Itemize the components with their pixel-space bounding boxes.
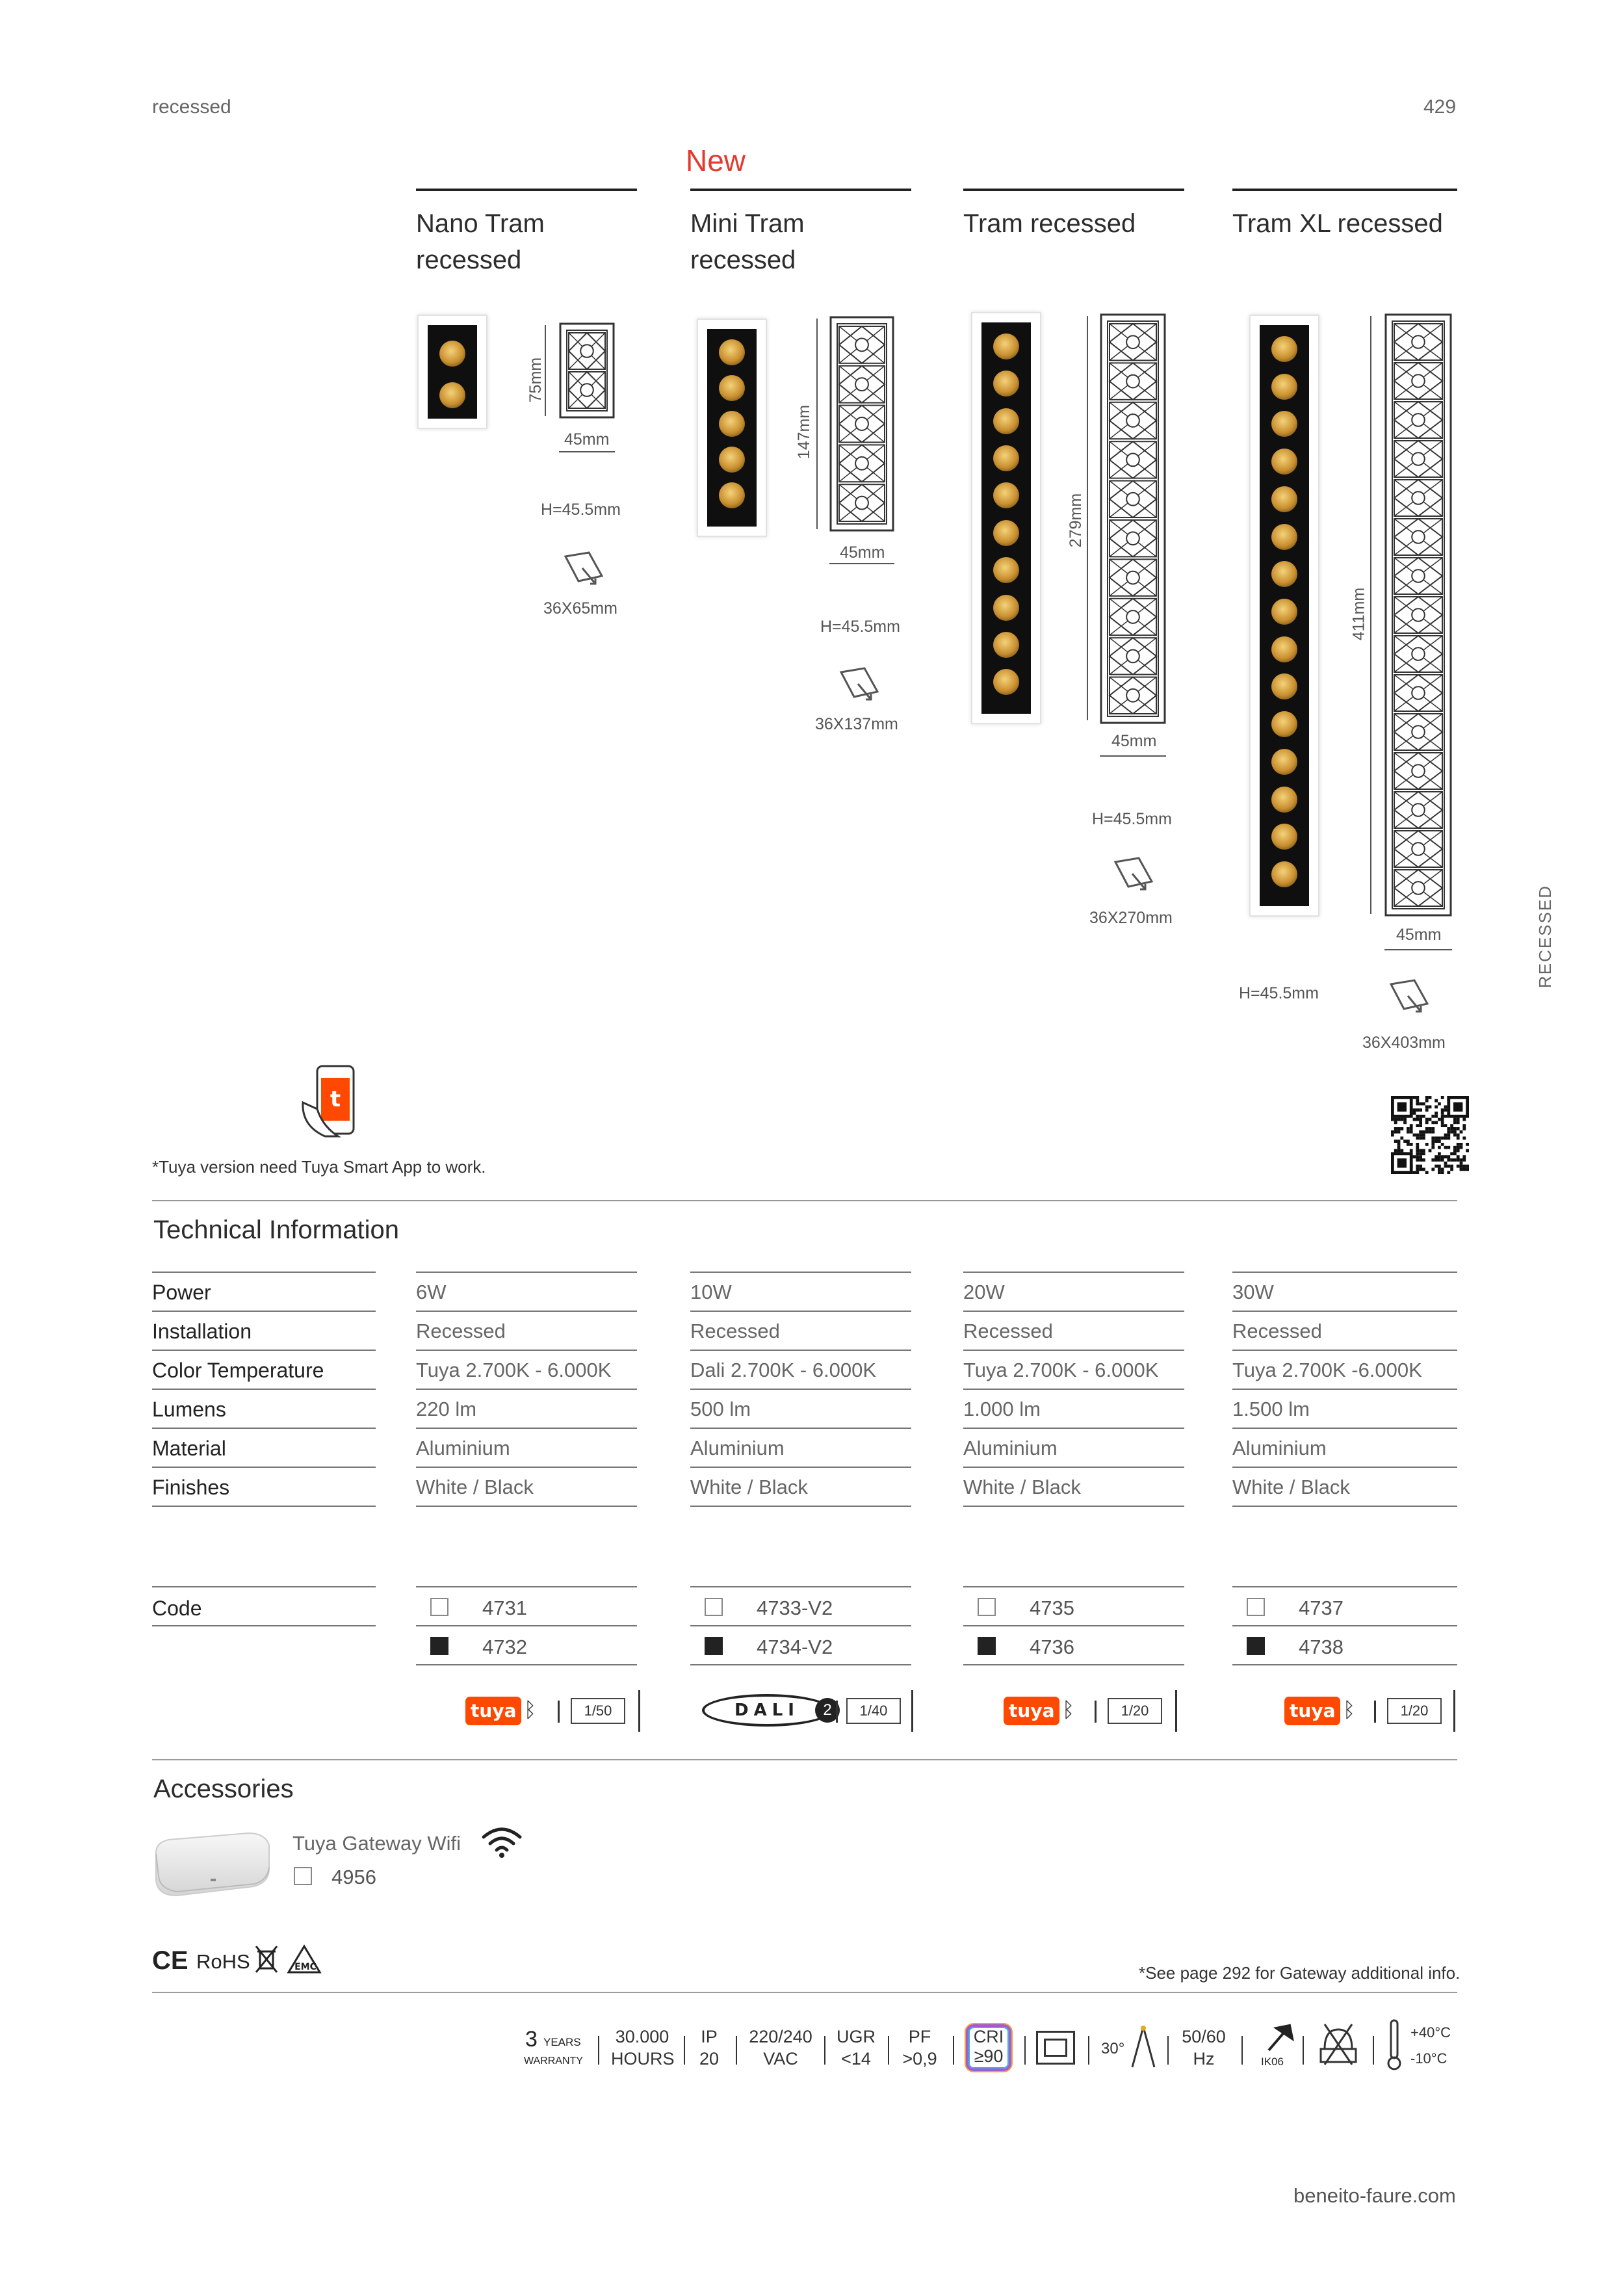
led-cell — [1110, 520, 1156, 556]
row-rule — [152, 1467, 376, 1468]
tech-value: Recessed — [690, 1320, 780, 1342]
drawing-nano — [559, 322, 615, 419]
led-dot — [993, 595, 1019, 621]
emc-icon — [286, 1944, 322, 1976]
col-rule-1 — [416, 189, 637, 191]
ip-label: IP — [701, 2027, 718, 2046]
width-label-tram: 45mm — [1111, 732, 1157, 750]
led-cell — [1394, 792, 1442, 828]
row-rule — [152, 1428, 376, 1429]
pf-spec — [897, 2026, 942, 2070]
separator — [638, 1690, 640, 1732]
row-rule — [152, 1625, 376, 1626]
dim-line-width — [559, 451, 615, 452]
ip-value: 20 — [699, 2049, 720, 2068]
led-cell — [1394, 675, 1442, 711]
led-dot — [1271, 486, 1297, 512]
dim-line-length — [1370, 316, 1371, 914]
height-label-tram: H=45.5mm — [1092, 810, 1172, 828]
tech-title: Technical Information — [153, 1216, 399, 1244]
led-cell — [839, 406, 885, 443]
weee-icon — [253, 1944, 279, 1976]
separator — [1453, 1690, 1455, 1732]
tech-value: White / Black — [416, 1476, 534, 1498]
side-label: RECESSED — [1535, 884, 1555, 988]
bluetooth-icon: ᛒ — [1062, 1698, 1075, 1721]
led-cell — [1394, 636, 1442, 672]
tech-value: 10W — [690, 1281, 732, 1303]
page-number: 429 — [1423, 96, 1457, 118]
row-rule — [416, 1311, 637, 1312]
product-code: 4736 — [1030, 1636, 1074, 1658]
separator — [836, 1701, 838, 1723]
tech-value: White / Black — [963, 1476, 1081, 1498]
led-dot — [1271, 561, 1297, 587]
product-title-mini — [690, 205, 805, 278]
dim-line-length — [1087, 316, 1088, 720]
tech-row-label: Material — [152, 1437, 226, 1460]
new-badge: New — [686, 144, 746, 177]
spec-separator — [888, 2036, 889, 2065]
cutout-label-mini: 36X137mm — [815, 715, 898, 733]
pack-qty: 1/50 — [571, 1698, 625, 1724]
row-rule — [963, 1389, 1184, 1390]
frequency-unit: Hz — [1193, 2049, 1215, 2068]
row-rule — [416, 1467, 637, 1468]
row-rule — [1232, 1272, 1457, 1273]
led-cell — [1394, 597, 1442, 633]
led-dot — [1271, 749, 1297, 775]
drawing-tram — [1100, 313, 1166, 724]
led-cell — [1394, 714, 1442, 750]
tech-row-label: Installation — [152, 1320, 252, 1343]
separator — [1374, 1701, 1376, 1723]
led-cell — [1110, 559, 1156, 595]
row-rule — [963, 1272, 1184, 1273]
row-rule — [690, 1467, 911, 1468]
code-label: Code — [152, 1597, 202, 1620]
frequency-value: 50/60 — [1182, 2027, 1226, 2046]
led-cell — [569, 333, 605, 369]
row-rule — [1232, 1389, 1457, 1390]
length-label-tram-xl: 411mm — [1349, 587, 1368, 641]
led-dot — [1271, 374, 1297, 400]
led-cell — [1110, 638, 1156, 674]
tech-value: White / Black — [690, 1476, 808, 1498]
voltage-unit: VAC — [763, 2049, 798, 2068]
row-rule — [963, 1664, 1184, 1665]
product-code: 4734-V2 — [757, 1636, 833, 1658]
row-rule — [1232, 1428, 1457, 1429]
product-image-tram-xl — [1249, 315, 1319, 917]
separator — [1095, 1701, 1097, 1723]
row-rule — [963, 1311, 1184, 1312]
spec-separator — [736, 2036, 737, 2065]
led-dot — [439, 341, 465, 367]
row-rule — [416, 1389, 637, 1390]
spec-separator — [824, 2036, 825, 2065]
divider — [152, 1759, 1457, 1760]
row-rule — [416, 1586, 637, 1587]
row-rule — [690, 1389, 911, 1390]
led-dot — [1271, 599, 1297, 625]
square-trim-icon — [1036, 2031, 1075, 2065]
led-cell — [569, 372, 605, 408]
led-dot — [439, 382, 465, 408]
ugr-spec — [833, 2026, 879, 2070]
dim-line-width — [829, 563, 894, 564]
tech-value: Tuya 2.700K - 6.000K — [416, 1359, 612, 1381]
led-dot — [993, 632, 1019, 658]
height-label-nano: H=45.5mm — [541, 501, 621, 519]
tuya-logo: tuya — [1284, 1697, 1340, 1725]
phone-app-icon — [299, 1063, 361, 1141]
cutout-icon — [1113, 855, 1156, 894]
row-rule — [152, 1389, 376, 1390]
tech-value: 1.500 lm — [1232, 1398, 1310, 1420]
warranty-number: 3 — [525, 2027, 538, 2052]
led-cell — [839, 366, 885, 403]
row-rule — [152, 1311, 376, 1312]
product-code: 4733-V2 — [757, 1597, 833, 1619]
voltage-spec — [745, 2026, 816, 2070]
tech-value: Tuya 2.700K - 6.000K — [963, 1359, 1159, 1381]
led-dot — [993, 333, 1019, 359]
tech-row-label: Power — [152, 1281, 211, 1304]
section-header: recessed — [152, 96, 231, 118]
wifi-icon — [480, 1825, 524, 1859]
gateway-note: *See page 292 for Gateway additional info. — [1139, 1963, 1461, 1983]
dim-line-width — [1384, 949, 1452, 950]
row-rule — [1232, 1664, 1457, 1665]
hours-value: 30.000 — [615, 2027, 669, 2046]
black-finish-checkbox[interactable] — [430, 1637, 448, 1655]
led-cell — [839, 326, 885, 363]
product-title-line1: Nano Tram — [416, 209, 545, 238]
white-finish-checkbox[interactable] — [978, 1598, 996, 1616]
led-cell — [1110, 363, 1156, 399]
product-image-tram — [971, 312, 1041, 724]
height-label-mini: H=45.5mm — [820, 618, 900, 636]
hours-spec — [611, 2026, 673, 2070]
divider — [152, 1200, 1457, 1201]
row-rule — [690, 1586, 911, 1587]
temp-min: -10°C — [1410, 2050, 1448, 2067]
tech-value: Recessed — [963, 1320, 1053, 1342]
drawing-tram-xl — [1384, 313, 1452, 917]
led-cell — [1394, 753, 1442, 789]
row-rule — [963, 1586, 1184, 1587]
led-cell — [1110, 324, 1156, 360]
led-dot — [719, 375, 745, 401]
cutout-label-nano: 36X65mm — [543, 599, 617, 618]
pack-qty: 1/40 — [846, 1698, 901, 1724]
led-cell — [1394, 870, 1442, 906]
svg-text:t: t — [330, 1086, 341, 1112]
led-cell — [1394, 363, 1442, 399]
led-cell — [1394, 831, 1442, 867]
led-dot — [1271, 861, 1297, 887]
tuya-logo: tuya — [1004, 1697, 1059, 1725]
bluetooth-icon: ᛒ — [1343, 1698, 1356, 1721]
spec-separator — [1088, 2036, 1089, 2065]
led-dot — [719, 447, 745, 473]
dali-version-badge: 2 — [815, 1698, 840, 1723]
row-rule — [152, 1586, 376, 1587]
warranty-unit: YEARS — [543, 2036, 581, 2048]
led-cell — [1394, 480, 1442, 516]
separator — [558, 1701, 560, 1723]
col-rule-2 — [690, 189, 911, 191]
row-rule — [416, 1272, 637, 1273]
cutout-icon — [838, 666, 881, 705]
ugr-value: <14 — [841, 2049, 871, 2068]
cutout-icon — [563, 550, 606, 589]
dali-logo: DALI — [702, 1694, 832, 1727]
row-rule — [416, 1625, 637, 1626]
row-rule — [1232, 1506, 1457, 1507]
tech-value: Recessed — [416, 1320, 506, 1342]
tech-value: Aluminium — [1232, 1437, 1327, 1459]
led-dot — [719, 411, 745, 437]
product-code: 4737 — [1299, 1597, 1344, 1619]
separator — [1175, 1690, 1177, 1732]
led-dot — [993, 408, 1019, 434]
row-rule — [1232, 1311, 1457, 1312]
footer-url[interactable]: beneito-faure.com — [1293, 2184, 1456, 2207]
bluetooth-icon: ᛒ — [524, 1698, 537, 1721]
cri-label: CRI — [973, 2027, 1004, 2046]
tech-row-label: Lumens — [152, 1398, 226, 1421]
led-dot — [1271, 524, 1297, 550]
tuya-logo: tuya — [465, 1697, 521, 1725]
separator — [911, 1690, 913, 1732]
tech-value: White / Black — [1232, 1476, 1350, 1498]
svg-text:EMC: EMC — [294, 1962, 317, 1972]
pf-label: PF — [908, 2027, 931, 2046]
led-dot — [1271, 636, 1297, 662]
row-rule — [152, 1506, 376, 1507]
ip-spec — [693, 2026, 725, 2070]
drawing-mini — [829, 316, 894, 532]
tech-value: Dali 2.700K - 6.000K — [690, 1359, 877, 1381]
product-title-line2: recessed — [416, 246, 522, 274]
tech-value: 30W — [1232, 1281, 1274, 1303]
white-finish-checkbox[interactable] — [430, 1598, 448, 1616]
led-cell — [1394, 441, 1442, 477]
accessories-title: Accessories — [153, 1775, 294, 1803]
row-rule — [1232, 1625, 1457, 1626]
product-image-nano — [417, 315, 487, 429]
led-cell — [1110, 481, 1156, 517]
row-rule — [963, 1467, 1184, 1468]
spec-separator — [1024, 2036, 1026, 2065]
cutout-label-tram: 36X270mm — [1089, 909, 1173, 927]
ugr-label: UGR — [837, 2027, 876, 2046]
row-rule — [690, 1311, 911, 1312]
tech-value: 20W — [963, 1281, 1005, 1303]
spec-separator — [684, 2036, 685, 2065]
white-finish-checkbox[interactable] — [1247, 1598, 1265, 1616]
frequency-spec — [1176, 2026, 1231, 2070]
led-dot — [1271, 336, 1297, 362]
pf-value: >0,9 — [902, 2049, 937, 2068]
row-rule — [963, 1428, 1184, 1429]
spec-separator — [1241, 2036, 1243, 2065]
led-cell — [1394, 324, 1442, 360]
led-cell — [1110, 441, 1156, 478]
row-rule — [690, 1428, 911, 1429]
thermometer-icon — [1384, 2018, 1404, 2072]
led-cell — [839, 484, 885, 521]
product-code: 4738 — [1299, 1636, 1344, 1658]
length-label-tram: 279mm — [1067, 493, 1085, 548]
row-rule — [416, 1428, 637, 1429]
dim-line-length — [816, 319, 818, 529]
tech-value: 220 lm — [416, 1398, 477, 1420]
accessory-checkbox[interactable] — [294, 1867, 312, 1885]
led-cell — [1394, 558, 1442, 594]
cutout-icon — [1388, 978, 1431, 1017]
tech-row-label: Color Temperature — [152, 1359, 324, 1382]
product-title-tram-xl: Tram XL recessed — [1232, 209, 1443, 238]
col-rule-4 — [1232, 189, 1457, 191]
temp-max: +40°C — [1410, 2024, 1451, 2041]
led-cell — [1110, 677, 1156, 714]
spec-separator — [598, 2036, 599, 2065]
row-rule — [1232, 1467, 1457, 1468]
led-dot — [719, 339, 745, 365]
cri-value: ≥90 — [974, 2046, 1004, 2066]
product-title-line1: Mini Tram — [690, 209, 805, 238]
row-rule — [963, 1506, 1184, 1507]
product-title-nano — [416, 205, 545, 278]
white-finish-checkbox[interactable] — [705, 1598, 723, 1616]
width-label-tram-xl: 45mm — [1396, 926, 1442, 944]
qr-code[interactable] — [1391, 1096, 1469, 1174]
spec-separator — [1167, 2036, 1169, 2065]
black-finish-checkbox[interactable] — [978, 1637, 996, 1655]
insulation-cover-icon — [1316, 2020, 1361, 2068]
width-label-mini: 45mm — [840, 543, 885, 562]
led-dot — [1271, 711, 1297, 737]
led-dot — [993, 557, 1019, 583]
row-rule — [416, 1350, 637, 1351]
ik-rating: IK06 — [1261, 2055, 1284, 2068]
led-dot — [993, 445, 1019, 471]
row-rule — [1232, 1350, 1457, 1351]
row-rule — [690, 1625, 911, 1626]
row-rule — [690, 1506, 911, 1507]
tech-value: Recessed — [1232, 1320, 1322, 1342]
led-dot — [993, 520, 1019, 546]
led-cell — [1394, 519, 1442, 555]
beam-angle-icon — [1128, 2024, 1158, 2070]
hammer-icon — [1262, 2022, 1295, 2054]
divider — [152, 1992, 1457, 1993]
product-image-mini — [697, 319, 767, 537]
row-rule — [416, 1506, 637, 1507]
dim-line-width — [1100, 755, 1166, 757]
tech-value: 500 lm — [690, 1398, 751, 1420]
spec-separator — [1373, 2036, 1374, 2065]
length-label-nano: 75mm — [526, 357, 545, 403]
black-finish-checkbox[interactable] — [705, 1637, 723, 1655]
led-dot — [1271, 787, 1297, 813]
product-code: 4732 — [482, 1636, 527, 1658]
led-dot — [993, 371, 1019, 397]
black-finish-checkbox[interactable] — [1247, 1637, 1265, 1655]
hours-unit: HOURS — [611, 2049, 675, 2068]
tech-value: Tuya 2.700K -6.000K — [1232, 1359, 1422, 1381]
row-rule — [416, 1664, 637, 1665]
row-rule — [152, 1272, 376, 1273]
tech-value: Aluminium — [690, 1437, 785, 1459]
led-cell — [1110, 402, 1156, 439]
row-rule — [690, 1272, 911, 1273]
led-dot — [1271, 449, 1297, 475]
spec-separator — [1303, 2036, 1304, 2065]
product-code: 4735 — [1030, 1597, 1074, 1619]
cutout-label-tram-xl: 36X403mm — [1362, 1034, 1446, 1052]
tech-row-label: Finishes — [152, 1476, 230, 1499]
row-rule — [1232, 1586, 1457, 1587]
length-label-mini: 147mm — [795, 404, 814, 460]
pack-qty: 1/20 — [1387, 1698, 1442, 1724]
cri-badge — [966, 2024, 1011, 2071]
ce-mark: CE — [152, 1946, 188, 1975]
product-title-line2: recessed — [690, 246, 796, 274]
rohs-mark: RoHS — [196, 1950, 250, 1973]
beam-angle: 30° — [1101, 2040, 1125, 2057]
led-cell — [1394, 402, 1442, 438]
gateway-image — [151, 1828, 274, 1899]
height-label-tram-xl: H=45.5mm — [1239, 984, 1319, 1002]
accessory-code: 4956 — [331, 1866, 376, 1888]
tech-value: Aluminium — [416, 1437, 510, 1459]
pack-qty: 1/20 — [1108, 1698, 1162, 1724]
product-code: 4731 — [482, 1597, 527, 1619]
spec-separator — [953, 2036, 954, 2065]
warranty-label: WARRANTY — [524, 2055, 583, 2067]
row-rule — [690, 1664, 911, 1665]
width-label-nano: 45mm — [564, 430, 610, 449]
voltage-value: 220/240 — [749, 2027, 812, 2046]
tuya-note: *Tuya version need Tuya Smart App to work. — [152, 1157, 486, 1177]
row-rule — [152, 1350, 376, 1351]
row-rule — [963, 1625, 1184, 1626]
led-cell — [839, 445, 885, 482]
tech-value: 6W — [416, 1281, 447, 1303]
tech-value: Aluminium — [963, 1437, 1058, 1459]
row-rule — [690, 1350, 911, 1351]
product-title-tram: Tram recessed — [963, 209, 1136, 238]
tech-value: 1.000 lm — [963, 1398, 1041, 1420]
col-rule-3 — [963, 189, 1184, 191]
accessory-name: Tuya Gateway Wifi — [292, 1832, 461, 1855]
led-cell — [1110, 599, 1156, 635]
row-rule — [963, 1350, 1184, 1351]
